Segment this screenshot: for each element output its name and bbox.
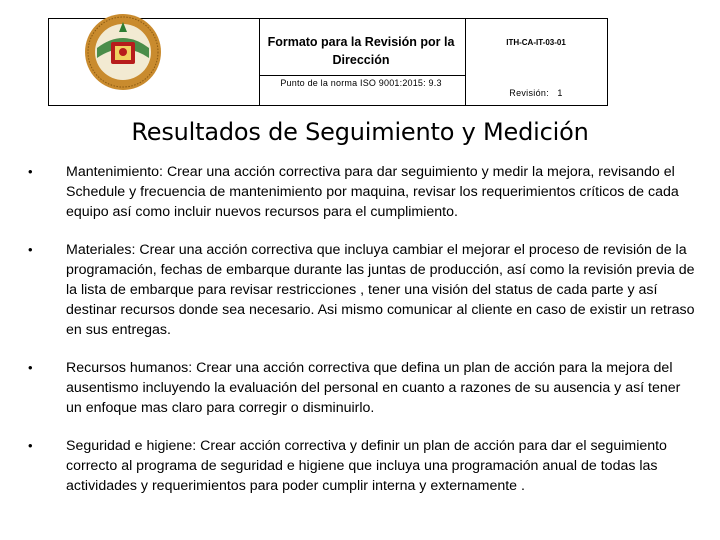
- revision: [464, 88, 608, 98]
- header-divider: [259, 75, 465, 76]
- list-item-text: Materiales: Crear una acción correctiva que incluya cambiar el mejorar el proceso de revisión de la programación, fechas de embarque durante las juntas de producción, así como la revisión previa de la lista de embarque para revisar restricciones , tener una visión del status de cada parte y así destinar recursos donde sea necesario. Asi mismo comunicar al cliente en caso de existir un retraso en sus entregas.: [66, 242, 695, 338]
- bullet-icon: •: [28, 438, 33, 453]
- revision-value: 1: [557, 88, 563, 98]
- list-item: [28, 240, 700, 340]
- bullet-icon: •: [28, 242, 33, 257]
- bullet-icon: •: [28, 360, 33, 375]
- list-item: [28, 358, 700, 418]
- list-item: [28, 436, 700, 496]
- institution-seal-logo: [83, 12, 163, 92]
- results-list: [28, 162, 700, 514]
- revision-label: Revisión:: [509, 88, 549, 98]
- list-item-text: Seguridad e higiene: Crear acción correctiva y definir un plan de acción para dar el seguimiento correcto al programa de seguridad e higiene que incluya una programación anual de todas las actividades y requerimientos para poder cumplir interna y externamente .: [66, 438, 667, 494]
- bullet-icon: •: [28, 164, 33, 179]
- list-item-text: Recursos humanos: Crear una acción correctiva que defina un plan de acción para la mejora del ausentismo incluyendo la evaluación del personal en cuanto a razones de su ausencia y así tener un enfoque mas claro para corregir o disminuirlo.: [66, 360, 681, 416]
- page-title: Resultados de Seguimiento y Medición: [131, 118, 589, 146]
- norm-point: Punto de la norma ISO 9001:2015: 9.3: [280, 78, 442, 88]
- list-item: [28, 162, 700, 222]
- list-item-text: Mantenimiento: Crear una acción correctiva para dar seguimiento y medir la mejora, revisando el Schedule y frecuencia de mantenimiento por maquina, revisar los requerimientos críticos de cada equipo así como incluir nuevos recursos para el cumplimiento.: [66, 164, 679, 220]
- document-code: ITH-CA-IT-03-01: [506, 38, 566, 47]
- format-title: Formato para la Revisión por la Dirección: [267, 35, 455, 67]
